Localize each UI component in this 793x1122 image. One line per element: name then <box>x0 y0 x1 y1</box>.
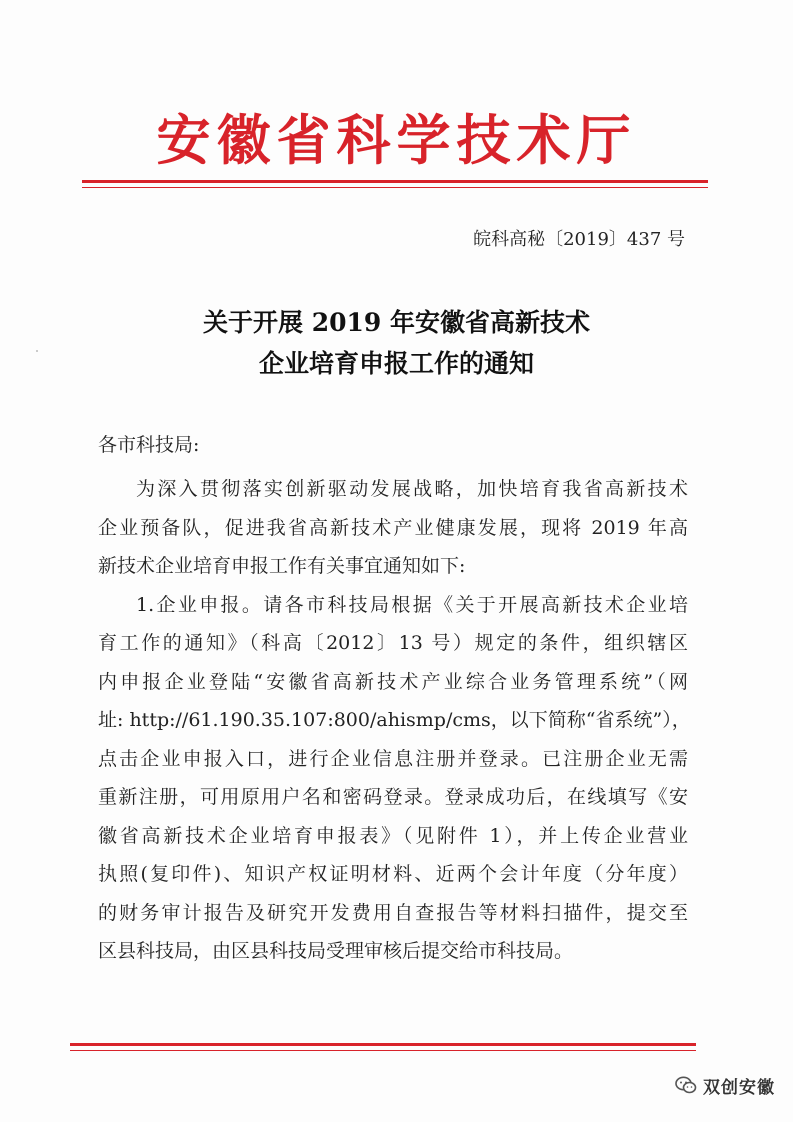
footer-rule-thin <box>70 1050 696 1051</box>
letterhead-title: 安徽省科学技术厅 <box>156 108 637 172</box>
letterhead-rule-thick <box>82 180 708 183</box>
body-line: 点击企业申报入口，进行企业信息注册并登录。已注册企业无需 <box>98 747 688 770</box>
body-text <box>98 470 691 971</box>
body-line: 1.企业申报。请各市科技局根据《关于开展高新技术企业培 <box>136 593 688 616</box>
footer-rule-thick <box>70 1043 696 1046</box>
wechat-icon <box>675 1076 697 1094</box>
body-line: 址: http://61.190.35.107:800/ahismp/cms，以下简称“省系统”）， <box>98 709 691 731</box>
body-line: 内申报企业登陆“安徽省高新技术产业综合业务管理系统”（网 <box>98 670 688 693</box>
scan-speck <box>36 350 38 352</box>
letterhead-rule-thin <box>82 187 708 188</box>
body-line: 为深入贯彻落实创新驱动发展战略，加快培育我省高新技术 <box>136 478 688 500</box>
watermark <box>675 1072 775 1098</box>
body-line: 执照(复印件)、知识产权证明材料、近两个会计年度（分年度） <box>98 863 688 885</box>
notice-title-line-1: 关于开展 2019 年安徽省高新技术 <box>203 308 590 337</box>
body-line: 的财务审计报告及研究开发费用自查报告等材料扫描件，提交至 <box>98 901 688 924</box>
body-line: 重新注册，可用原用户名和密码登录。登录成功后，在线填写《安 <box>98 786 688 808</box>
body-line: 徽省高新技术企业培育申报表》（见附件 1），并上传企业营业 <box>98 824 688 847</box>
watermark-text: 双创安徽 <box>703 1077 775 1098</box>
body-line: 企业预备队，促进我省高新技术产业健康发展，现将 2019 年高 <box>98 516 688 539</box>
document-number: 皖科高秘〔2019〕437 号 <box>473 229 685 250</box>
body-line: 育工作的通知》（科高〔2012〕13 号）规定的条件，组织辖区 <box>98 632 688 654</box>
notice-title-line-2: 企业培育申报工作的通知 <box>258 349 534 378</box>
addressee: 各市科技局: <box>98 434 200 456</box>
body-line: 新技术企业培育申报工作有关事宜通知如下: <box>98 555 466 577</box>
body-line: 区县科技局，由区县科技局受理审核后提交给市科技局。 <box>98 940 574 962</box>
